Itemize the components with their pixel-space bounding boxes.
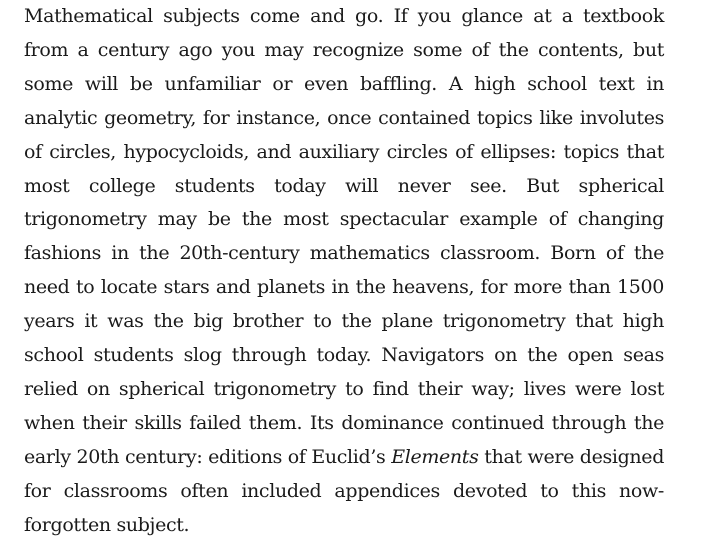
book-title-elements: Elements bbox=[391, 445, 479, 468]
body-paragraph bbox=[24, 0, 664, 543]
article-body bbox=[24, 0, 664, 543]
paragraph-text-part-2: that were designed for classrooms often included appendices devoted to this now-forgotten subject. bbox=[24, 445, 665, 536]
paragraph-text-part-1: Mathematical subjects come and go. If you glance at a textbook from a century ago you may recognize some of the contents, but some will be unfamiliar or even baffling. A high school text in analytic geometry, for instance, once contained topics like involutes of circles, hypocycloids, and auxiliary circles of ellipses: topics that most college students today will never see. But spherical trigonometry may be the most spectacular example of changing fashions in the 20th-century mathematics classroom. Born of the need to locate stars and planets in the heavens, for more than 1500 years it was the big brother to the plane trigonometry that high school students slog through today. Navigators on the open seas relied on spherical trigonometry to find their way; lives were lost when their skills failed them. Its dominance continued through the early 20th century: editions of Euclid’s bbox=[24, 5, 664, 468]
